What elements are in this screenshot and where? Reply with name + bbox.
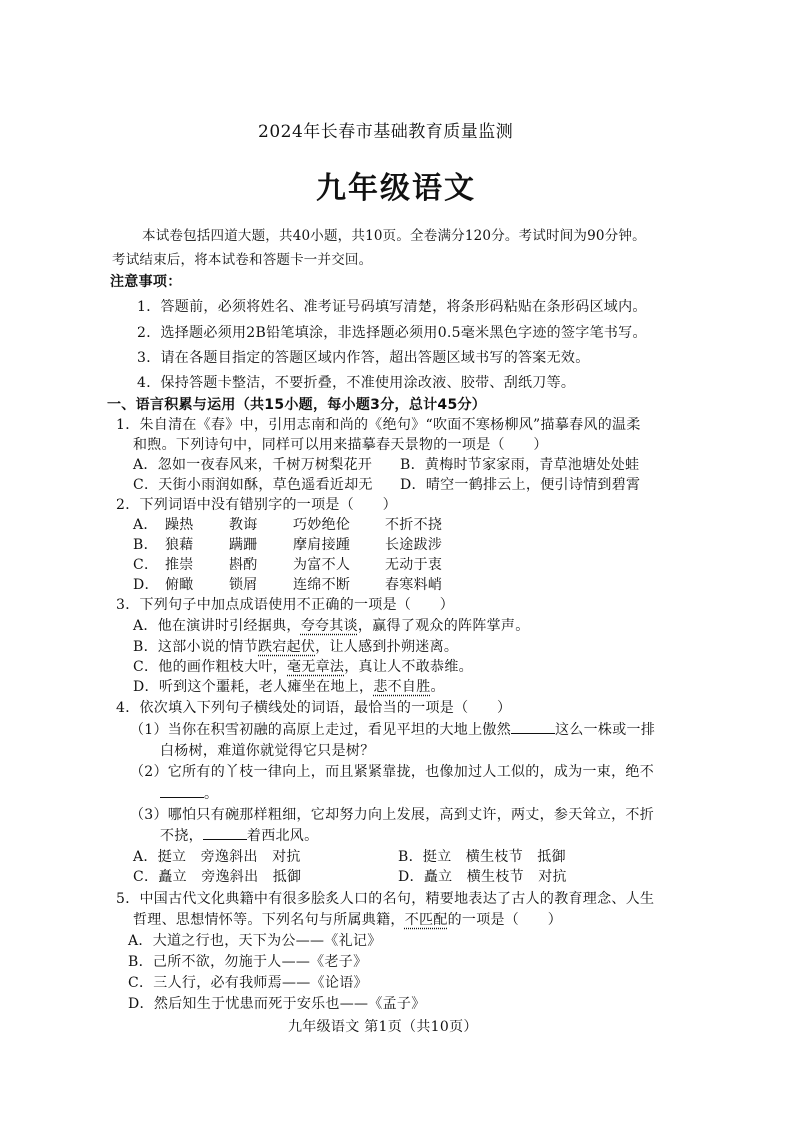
q2-stem: 2．下列词语中没有错别字的一项是（ ） bbox=[116, 497, 397, 513]
dotted-idiom: 夸夸其谈 bbox=[300, 618, 358, 634]
subject-title: 九年级语文 bbox=[316, 171, 476, 206]
q1-option-a: A．忽如一夜春风来，千树万树梨花开 bbox=[133, 457, 373, 473]
q4-sentence-1-line-1: （1）当你在积雪初融的高原上走过，看见平坦的大地上傲然 这么一株或一排 bbox=[130, 722, 656, 738]
q5-stem-line-1: 5．中国古代文化典籍中有很多脍炙人口的名句，精要地表达了古人的教育理念、人生 bbox=[116, 891, 655, 907]
q5-option-a: A．大道之行也，天下为公——《礼记》 bbox=[128, 933, 382, 949]
q4-option-c: C．矗立 旁逸斜出 抵御 bbox=[133, 869, 302, 885]
q4-option-d: D．矗立 横生枝节 对抗 bbox=[398, 869, 567, 885]
q5-option-c: C．三人行，必有我师焉——《论语》 bbox=[128, 975, 368, 991]
q4-sentence-2-line-1: （2）它所有的丫枝一律向上，而且紧紧靠拢，也像加过人工似的，成为一束，绝不 bbox=[130, 764, 655, 780]
dotted-idiom: 悲不自胜 bbox=[373, 679, 431, 695]
answer-blank bbox=[160, 797, 204, 798]
q1-option-b: B．黄梅时节家家雨，青草池塘处处蛙 bbox=[400, 457, 640, 473]
note-item-1: 1．答题前，必须将姓名、准考证号码填写清楚，将条形码粘贴在条形码区域内。 bbox=[137, 299, 647, 315]
note-item-2: 2．选择题必须用2B铅笔填涂，非选择题必须用0.5毫米黑色字迹的签字笔书写。 bbox=[137, 325, 647, 341]
q1-stem-line-2: 和煦。下列诗句中，同样可以用来描摹春天景物的一项是（ ） bbox=[133, 437, 548, 453]
notes-heading: 注意事项： bbox=[110, 274, 182, 290]
note-item-3: 3．请在各题目指定的答题区域内作答，超出答题区域书写的答案无效。 bbox=[137, 350, 590, 366]
exam-title: 2024年长春市基础教育质量监测 bbox=[258, 122, 514, 142]
q2-option-d: D． 俯瞰 锁屑 连绵不断 春寒料峭 bbox=[133, 577, 443, 593]
dotted-idiom: 跌宕起伏 bbox=[258, 639, 316, 655]
q4-sentence-2-line-2: 。 bbox=[160, 783, 218, 803]
dotted-idiom: 毫无章法 bbox=[287, 659, 345, 675]
q5-option-d: D．然后知生于忧患而死于安乐也——《孟子》 bbox=[128, 996, 426, 1012]
q1-option-d: D．晴空一鹤排云上，便引诗情到碧霄 bbox=[400, 477, 641, 493]
q3-option-d: D．听到这个噩耗，老人瘫坐在地上，悲不自胜。 bbox=[133, 679, 445, 695]
q4-sentence-1-line-2: 白杨树，难道你就觉得它只是树？ bbox=[160, 743, 375, 759]
q2-option-c: C． 推崇 斟酌 为富不人 无动于衷 bbox=[133, 557, 443, 573]
note-item-4: 4．保持答题卡整洁，不要折叠，不准使用涂改液、胶带、刮纸刀等。 bbox=[137, 375, 576, 391]
q2-option-b: B． 狼藉 蹒跚 摩肩接踵 长途跋涉 bbox=[133, 537, 443, 553]
q4-sentence-3-line-2: 不挠， 着西北风。 bbox=[160, 828, 319, 844]
intro-line-1: 本试卷包括四道大题，共40小题，共10页。全卷满分120分。考试时间为90分钟。 bbox=[142, 228, 646, 244]
q3-option-a: A．他在演讲时引经据典，夸夸其谈，赢得了观众的阵阵掌声。 bbox=[133, 618, 530, 634]
q2-option-a: A． 躁热 教诲 巧妙绝伦 不折不挠 bbox=[133, 517, 443, 533]
q3-option-b: B．这部小说的情节跌宕起伏，让人感到扑朔迷离。 bbox=[133, 639, 459, 655]
q1-option-c: C．天街小雨润如酥，草色遥看近却无 bbox=[133, 477, 373, 493]
q3-stem: 3．下列句子中加点成语使用不正确的一项是（ ） bbox=[116, 597, 455, 613]
page-footer: 九年级语文 第1页（共10页） bbox=[288, 1019, 478, 1035]
q4-sentence-3-line-1: （3）哪怕只有碗那样粗细，它却努力向上发展，高到丈许，两丈，参天耸立，不折 bbox=[130, 807, 655, 823]
q3-option-c: C．他的画作粗枝大叶，毫无章法，真让人不敢恭维。 bbox=[133, 659, 473, 675]
section-1-heading: 一、语言积累与运用（共15小题，每小题3分，总计45分） bbox=[107, 397, 487, 413]
q4-option-b: B．挺立 横生枝节 抵御 bbox=[398, 849, 566, 865]
q4-stem: 4．依次填入下列句子横线处的词语，最恰当的一项是（ ） bbox=[116, 700, 512, 716]
answer-blank bbox=[203, 839, 247, 840]
q1-stem-line-1: 1．朱自清在《春》中，引用志南和尚的《绝句》“吹面不寒杨柳风”描摹春风的温柔 bbox=[116, 417, 641, 433]
dotted-emphasis: 不匹配 bbox=[404, 912, 448, 928]
answer-blank bbox=[511, 733, 555, 734]
q5-stem-line-2: 哲理、思想情怀等。下列名句与所属典籍，不匹配的一项是（ ） bbox=[133, 912, 563, 928]
q5-option-b: B．己所不欲，勿施于人——《老子》 bbox=[128, 954, 368, 970]
intro-line-2: 考试结束后，将本试卷和答题卡一并交回。 bbox=[112, 252, 373, 268]
q4-option-a: A．挺立 旁逸斜出 对抗 bbox=[133, 849, 301, 865]
